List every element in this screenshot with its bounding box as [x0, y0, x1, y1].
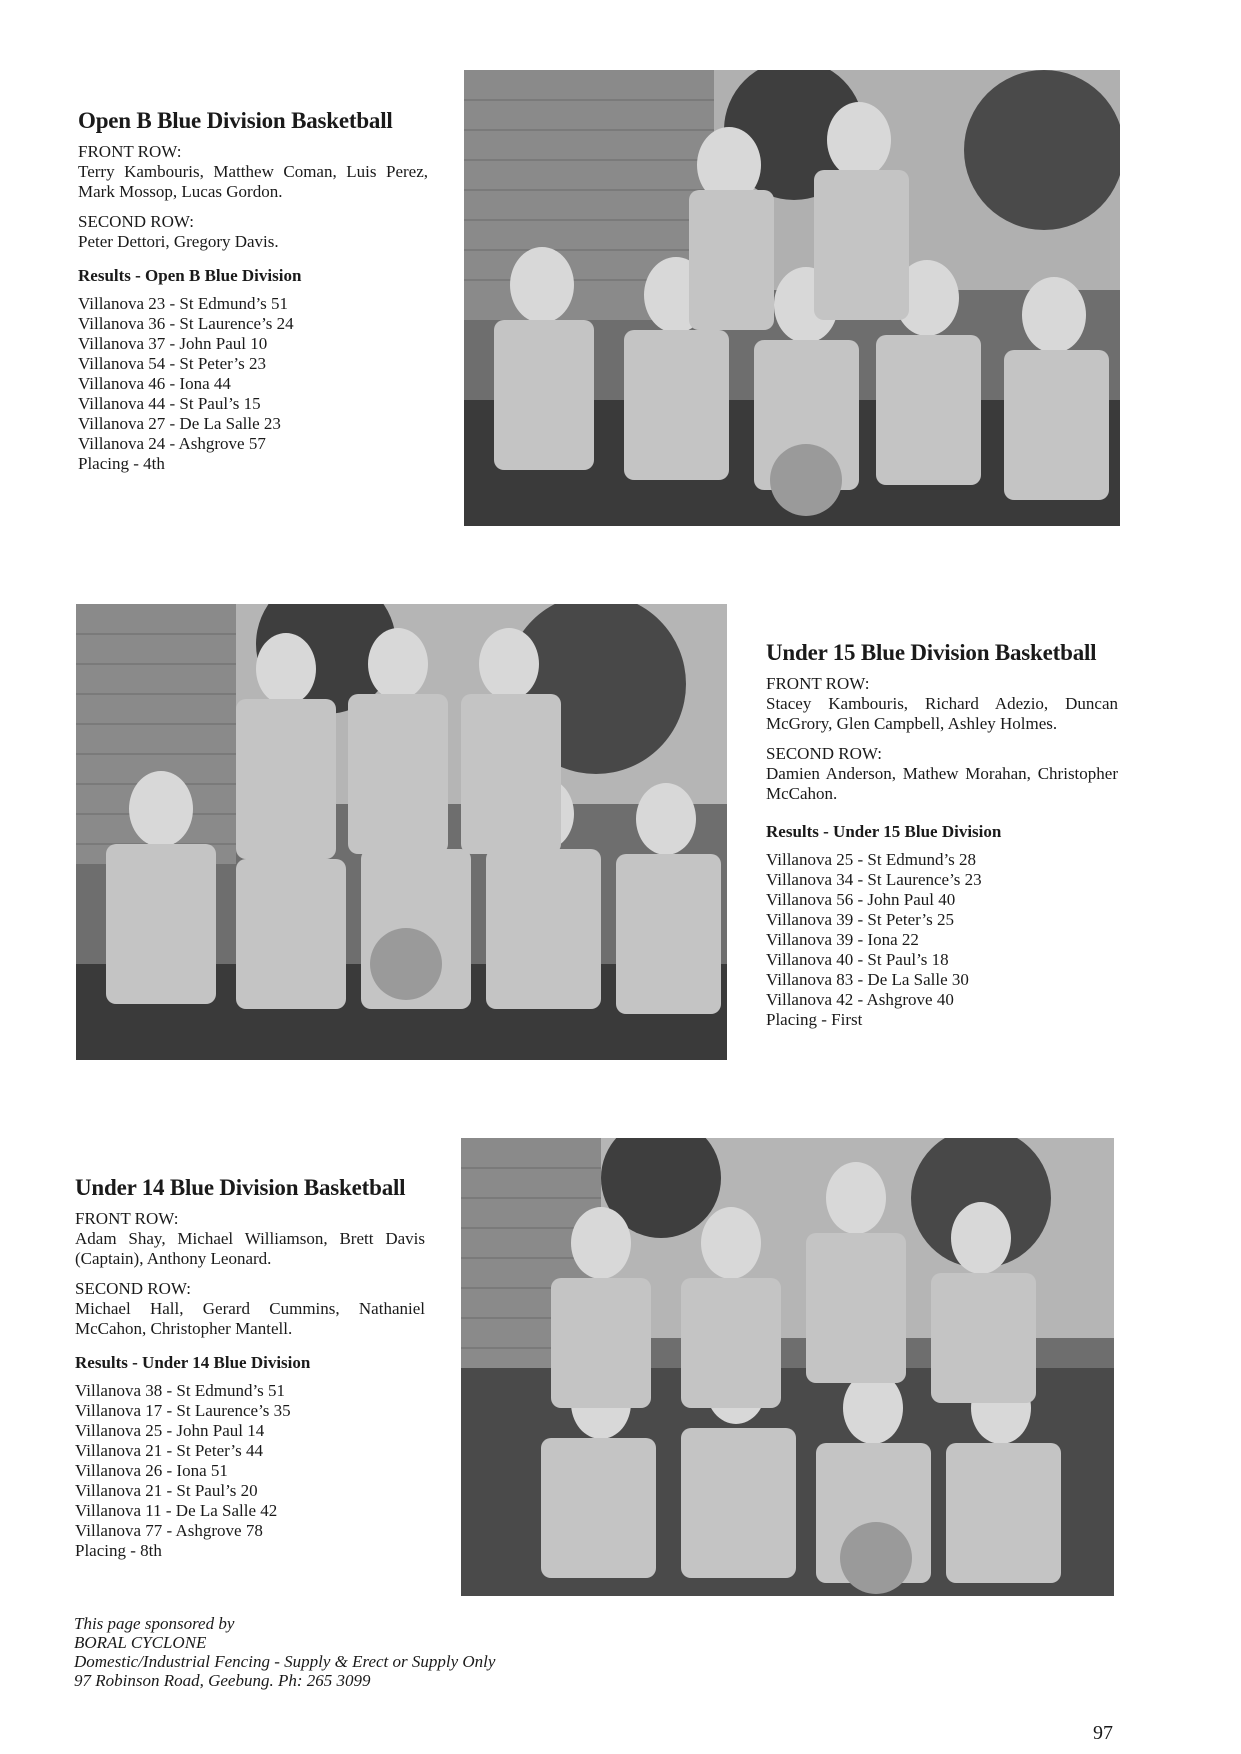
- section-under-14: [75, 1175, 425, 1561]
- result-line: Villanova 17 - St Laurence’s 35: [75, 1401, 291, 1420]
- result-line: Villanova 83 - De La Salle 30: [766, 970, 969, 989]
- front-row-names: Terry Kambouris, Matthew Coman, Luis Perez, Mark Mossop, Lucas Gordon.: [78, 162, 428, 201]
- placing-line: Placing - 4th: [78, 454, 165, 473]
- result-line: Villanova 42 - Ashgrove 40: [766, 990, 954, 1009]
- result-line: Villanova 36 - St Laurence’s 24: [78, 314, 294, 333]
- section-title: Open B Blue Division Basketball: [78, 108, 393, 133]
- section-title: Under 14 Blue Division Basketball: [75, 1175, 406, 1200]
- results-title: Results - Under 14 Blue Division: [75, 1353, 311, 1372]
- second-row-label: SECOND ROW:: [766, 744, 883, 763]
- result-line: Villanova 37 - John Paul 10: [78, 334, 268, 353]
- front-row-label: FRONT ROW:: [78, 142, 182, 161]
- results-list: [78, 294, 428, 474]
- team-photo-under-14: [461, 1138, 1114, 1596]
- sponsor-intro: This page sponsored by: [74, 1614, 235, 1633]
- result-line: Villanova 40 - St Paul’s 18: [766, 950, 949, 969]
- result-line: Villanova 34 - St Laurence’s 23: [766, 870, 982, 889]
- front-row-label: FRONT ROW:: [75, 1209, 179, 1228]
- result-line: Villanova 38 - St Edmund’s 51: [75, 1381, 286, 1400]
- result-line: Villanova 11 - De La Salle 42: [75, 1501, 278, 1520]
- result-line: Villanova 26 - Iona 51: [75, 1461, 228, 1480]
- sponsor-name: BORAL CYCLONE: [74, 1633, 207, 1652]
- sponsor-service: Domestic/Industrial Fencing - Supply & Erect or Supply Only: [74, 1652, 496, 1671]
- front-row-names: Adam Shay, Michael Williamson, Brett Davis (Captain), Anthony Leonard.: [75, 1229, 425, 1268]
- second-row-names: Peter Dettori, Gregory Davis.: [78, 232, 279, 251]
- result-line: Villanova 25 - St Edmund’s 28: [766, 850, 977, 869]
- sponsor-address: 97 Robinson Road, Geebung. Ph: 265 3099: [74, 1671, 371, 1690]
- sponsor-block: [74, 1614, 495, 1690]
- second-row-names: Damien Anderson, Mathew Morahan, Christopher McCahon.: [766, 764, 1118, 803]
- results-title: Results - Under 15 Blue Division: [766, 822, 1002, 841]
- result-line: Villanova 54 - St Peter’s 23: [78, 354, 267, 373]
- result-line: Villanova 46 - Iona 44: [78, 374, 231, 393]
- section-under-15: [766, 640, 1118, 1030]
- placing-line: Placing - First: [766, 1010, 863, 1029]
- front-row-label: FRONT ROW:: [766, 674, 870, 693]
- placing-line: Placing - 8th: [75, 1541, 162, 1560]
- second-row-names: Michael Hall, Gerard Cummins, Nathaniel McCahon, Christopher Mantell.: [75, 1299, 425, 1338]
- section-title: Under 15 Blue Division Basketball: [766, 640, 1097, 665]
- result-line: Villanova 56 - John Paul 40: [766, 890, 956, 909]
- result-line: Villanova 44 - St Paul’s 15: [78, 394, 261, 413]
- second-row-label: SECOND ROW:: [78, 212, 195, 231]
- results-list: [766, 850, 1118, 1030]
- result-line: Villanova 25 - John Paul 14: [75, 1421, 265, 1440]
- second-row-label: SECOND ROW:: [75, 1279, 192, 1298]
- result-line: Villanova 39 - St Peter’s 25: [766, 910, 955, 929]
- team-photo-under-15: [76, 604, 727, 1060]
- result-line: Villanova 21 - St Paul’s 20: [75, 1481, 258, 1500]
- team-photo-open-b: [464, 70, 1120, 526]
- results-list: [75, 1381, 425, 1561]
- result-line: Villanova 39 - Iona 22: [766, 930, 919, 949]
- result-line: Villanova 23 - St Edmund’s 51: [78, 294, 289, 313]
- result-line: Villanova 77 - Ashgrove 78: [75, 1521, 263, 1540]
- result-line: Villanova 27 - De La Salle 23: [78, 414, 281, 433]
- page-number: 97: [1093, 1722, 1113, 1744]
- result-line: Villanova 24 - Ashgrove 57: [78, 434, 266, 453]
- result-line: Villanova 21 - St Peter’s 44: [75, 1441, 264, 1460]
- front-row-names: Stacey Kambouris, Richard Adezio, Duncan McGrory, Glen Campbell, Ashley Holmes.: [766, 694, 1118, 733]
- section-open-b: [78, 108, 428, 474]
- results-title: Results - Open B Blue Division: [78, 266, 302, 285]
